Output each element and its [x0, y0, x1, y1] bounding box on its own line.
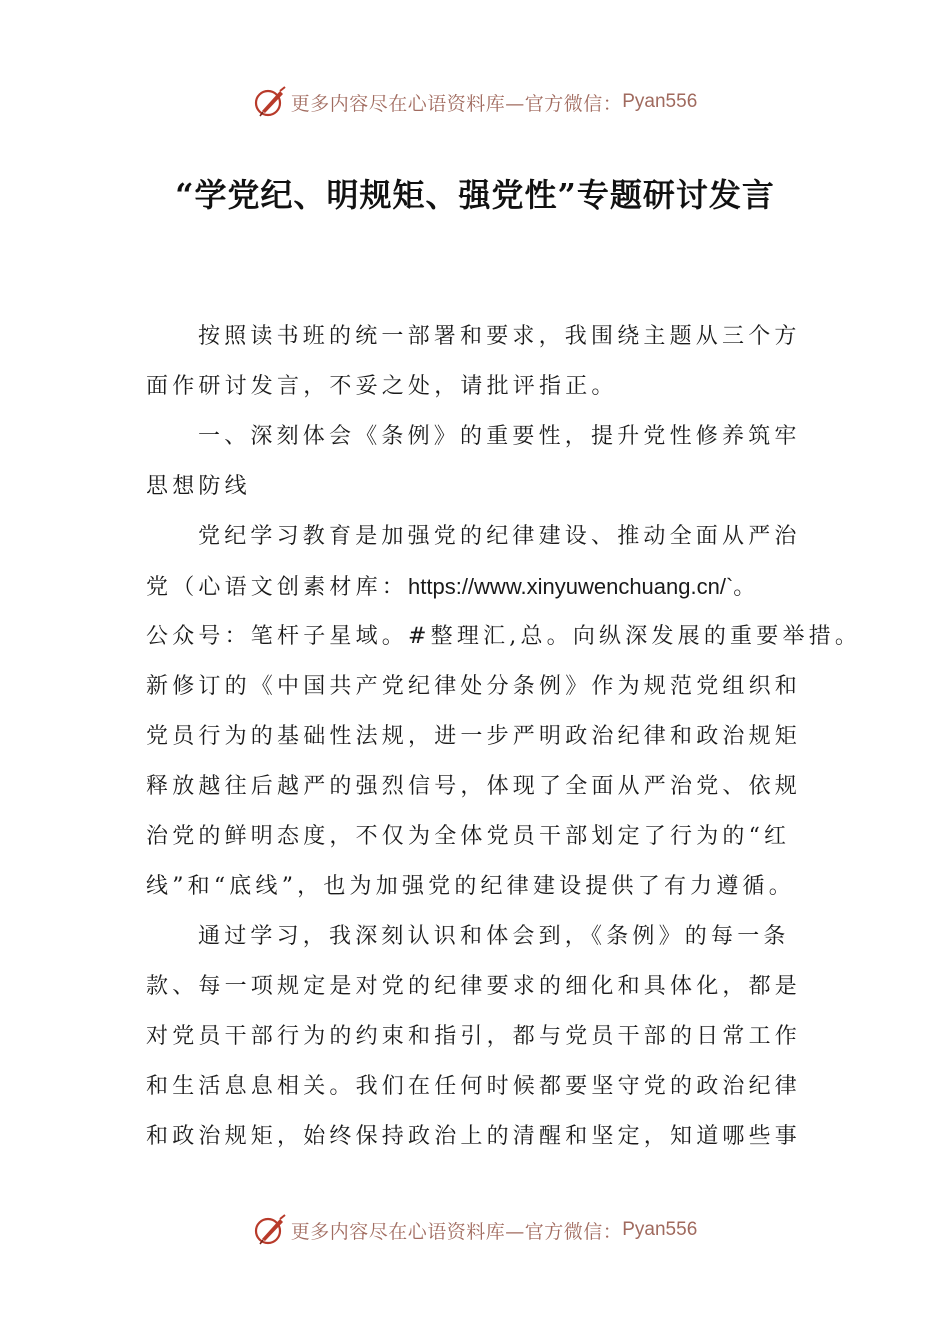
watermark-wechat-id: Pyan556	[622, 91, 698, 112]
paragraph-line: 和生活息息相关。我们在任何时候都要坚守党的政治纪律	[146, 1074, 802, 1099]
paragraph-line: 按照读书班的统一部署和要求，我围绕主题从三个方	[198, 324, 801, 349]
paragraph-line	[146, 612, 862, 662]
paragraph-line: 通过学习，我深刻认识和体会到，《条例》的每一条	[198, 924, 790, 949]
watermark-text: 更多内容尽在心语资料库—官方微信：	[290, 1220, 623, 1243]
paragraph-continuation: #整理汇,总。向纵深发展的重要举措。	[408, 624, 862, 649]
document-title: “学党纪、明规矩、强党性”专题研讨发言	[175, 176, 775, 214]
watermark-text: 更多内容尽在心语资料库—官方微信：	[290, 92, 623, 115]
source-url: https://www.xinyuwenchuang.cn/`。	[408, 574, 756, 599]
quill-pen-icon	[253, 85, 287, 119]
paragraph-line: 党员行为的基础性法规，进一步严明政治纪律和政治规矩	[146, 724, 802, 749]
paragraph-line: 线”和“底线”，也为加强党的纪律建设提供了有力遵循。	[146, 874, 795, 899]
paragraph-line: 对党员干部行为的约束和指引，都与党员干部的日常工作	[146, 1024, 802, 1049]
paragraph-line: 党纪学习教育是加强党的纪律建设、推动全面从严治	[198, 524, 801, 549]
quill-pen-icon	[253, 1213, 287, 1247]
paragraph-line: 释放越往后越严的强烈信号，体现了全面从严治党、依规	[146, 774, 802, 799]
watermark-wechat-id: Pyan556	[622, 1219, 698, 1240]
footer-watermark	[0, 1210, 950, 1250]
paragraph-line: 面作研讨发言，不妥之处，请批评指正。	[146, 374, 618, 399]
paragraph-line: 款、每一项规定是对党的纪律要求的细化和具体化，都是	[146, 974, 802, 999]
paragraph-line: 新修订的《中国共产党纪律处分条例》作为规范党组织和	[146, 674, 802, 699]
source-label: 党（心语文创素材库：	[146, 575, 409, 600]
section-heading-line: 一、深刻体会《条例》的重要性，提升党性修养筑牢	[198, 424, 801, 449]
paragraph-line: 治党的鲜明态度，不仅为全体党员干部划定了行为的“红	[146, 824, 791, 849]
account-label: 公众号：笔杆子星域。	[146, 624, 409, 649]
document-body	[146, 312, 862, 1162]
section-heading-line: 思想防线	[146, 474, 251, 499]
paragraph-line: 和政治规矩，始终保持政治上的清醒和坚定，知道哪些事	[146, 1124, 802, 1149]
header-watermark	[0, 82, 950, 122]
paragraph-line	[146, 562, 808, 612]
